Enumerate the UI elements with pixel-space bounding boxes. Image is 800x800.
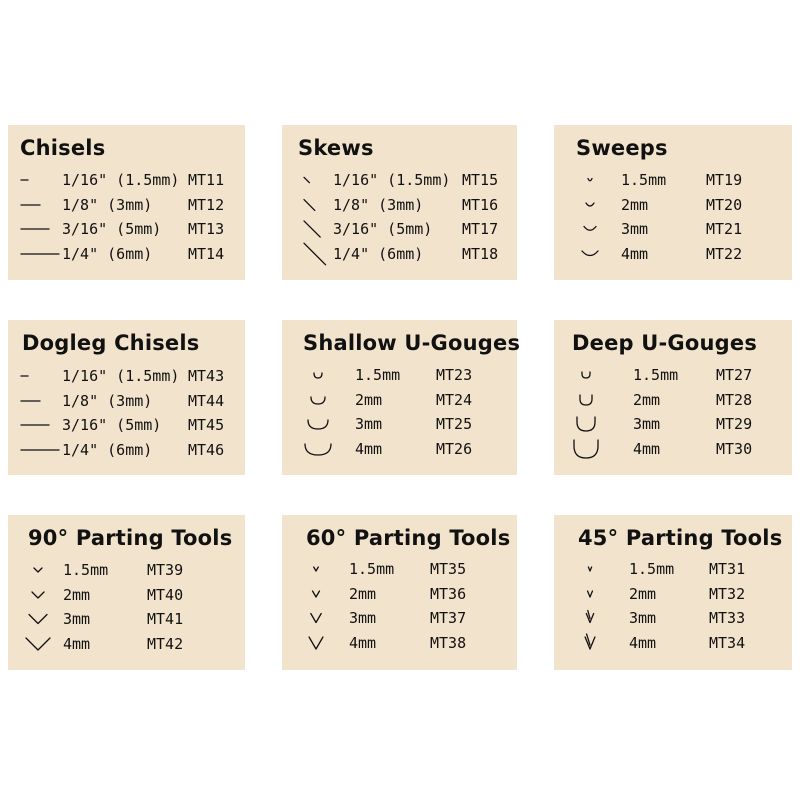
tool-code: MT34 <box>709 633 746 652</box>
tool-code: MT11 <box>188 171 225 189</box>
flat-chisel-icon <box>20 438 60 462</box>
tool-row <box>554 242 792 266</box>
v-60-profile-stroke <box>309 637 323 649</box>
tool-code: MT25 <box>436 415 473 433</box>
tool-code: MT30 <box>716 439 753 458</box>
tool-size: 3/16" (5mm) <box>333 220 433 238</box>
v-45-profile-stroke <box>588 591 593 597</box>
shallow-u-icon <box>304 388 344 412</box>
tool-code: MT40 <box>147 585 184 604</box>
flat-chisel-icon <box>20 389 60 413</box>
tool-row <box>8 632 245 656</box>
tool-size: 2mm <box>63 585 91 604</box>
tool-size: 3mm <box>633 415 661 433</box>
tool-size: 4mm <box>355 439 383 458</box>
shallow-u-profile-stroke <box>308 420 328 429</box>
shallow-u-icon <box>304 412 344 436</box>
tool-row <box>554 388 792 412</box>
deep-u-profile-stroke <box>577 417 595 431</box>
sweep-profile-stroke <box>588 179 592 181</box>
tool-row <box>8 607 245 631</box>
tool-row <box>8 364 245 388</box>
tool-row <box>8 168 245 192</box>
skew-profile-stroke <box>304 243 326 265</box>
tool-size: 1/16" (1.5mm) <box>62 367 180 385</box>
tool-size: 2mm <box>633 390 661 409</box>
tool-row <box>8 583 245 607</box>
deep-u-profile-stroke <box>582 372 590 378</box>
tool-row <box>554 168 792 192</box>
tool-row <box>282 193 517 217</box>
flat-chisel-icon <box>20 413 60 437</box>
flat-chisel-icon <box>20 364 60 388</box>
tool-row <box>8 242 245 266</box>
tool-size: 1.5mm <box>633 366 679 384</box>
tool-row <box>282 437 517 461</box>
tool-code: MT18 <box>462 244 499 263</box>
v-90-icon <box>26 583 66 607</box>
tool-size: 1.5mm <box>629 560 675 578</box>
tool-code: MT17 <box>462 220 499 238</box>
tool-row <box>554 582 792 606</box>
shallow-u-profile-stroke <box>314 373 322 378</box>
tool-code: MT33 <box>709 609 746 627</box>
tool-row <box>282 557 517 581</box>
sweep-icon <box>578 168 618 192</box>
tool-code: MT39 <box>147 561 184 579</box>
card-chisels <box>8 125 245 280</box>
v-90-profile-stroke <box>29 615 47 624</box>
tool-row <box>554 631 792 655</box>
tool-code: MT28 <box>716 390 753 409</box>
card-45-degree-parting-tools <box>554 515 792 670</box>
card-title: Chisels <box>20 136 106 160</box>
skew-profile-stroke <box>304 177 309 182</box>
skew-profile-stroke <box>304 221 320 237</box>
card-title: Deep U-Gouges <box>572 331 758 355</box>
tool-size: 4mm <box>633 439 661 458</box>
tool-code: MT23 <box>436 366 473 384</box>
tool-row <box>282 631 517 655</box>
sweep-icon <box>578 242 618 266</box>
tool-code: MT46 <box>188 440 225 459</box>
tool-code: MT38 <box>430 633 467 652</box>
tool-code: MT20 <box>706 195 743 214</box>
v-45-profile-stroke <box>586 611 593 623</box>
tool-row <box>554 557 792 581</box>
tool-row <box>282 168 517 192</box>
tool-row <box>554 363 792 387</box>
v-90-icon <box>26 632 66 656</box>
tool-code: MT42 <box>147 634 184 653</box>
tool-code: MT16 <box>462 195 499 214</box>
tool-code: MT36 <box>430 584 467 603</box>
tool-row <box>554 217 792 241</box>
v-90-profile-stroke <box>34 568 42 572</box>
card-title: Skews <box>298 136 374 160</box>
tool-row <box>282 582 517 606</box>
tool-size: 3/16" (5mm) <box>62 416 162 434</box>
sweep-profile-stroke <box>586 203 594 206</box>
tool-code: MT35 <box>430 560 467 578</box>
tool-row <box>8 438 245 462</box>
tool-row <box>282 412 517 436</box>
tool-size: 1/8" (3mm) <box>62 391 153 410</box>
tool-row <box>282 388 517 412</box>
shallow-u-icon <box>304 363 344 387</box>
tool-row <box>8 558 245 582</box>
tool-row <box>282 242 517 266</box>
v-45-profile-stroke <box>588 567 591 571</box>
v-60-icon <box>304 631 344 655</box>
tool-size: 4mm <box>63 634 91 653</box>
tool-code: MT32 <box>709 584 746 603</box>
tool-size: 1/4" (6mm) <box>62 440 153 459</box>
flat-chisel-icon <box>20 193 60 217</box>
tool-size: 3mm <box>621 220 649 238</box>
deep-u-icon <box>572 388 612 412</box>
tool-code: MT37 <box>430 609 467 627</box>
tool-size: 2mm <box>349 584 377 603</box>
skew-profile-stroke <box>304 199 315 210</box>
deep-u-profile-stroke <box>580 395 592 405</box>
v-60-icon <box>304 606 344 630</box>
tool-row <box>8 389 245 413</box>
card-title: Dogleg Chisels <box>22 331 200 355</box>
card-deep-u-gouges <box>554 320 792 475</box>
tool-size: 1.5mm <box>349 560 395 578</box>
v-90-profile-stroke <box>26 638 50 650</box>
tool-row <box>8 217 245 241</box>
tool-size: 4mm <box>629 633 657 652</box>
tool-size: 1/4" (6mm) <box>333 244 424 263</box>
tool-size: 2mm <box>629 584 657 603</box>
tool-size: 1/16" (1.5mm) <box>62 171 180 189</box>
card-sweeps <box>554 125 792 280</box>
sweep-icon <box>578 217 618 241</box>
tool-size: 2mm <box>621 195 649 214</box>
card-60-degree-parting-tools <box>282 515 517 670</box>
tool-code: MT27 <box>716 366 753 384</box>
shallow-u-profile-stroke <box>305 444 331 455</box>
tool-size: 1.5mm <box>621 171 667 189</box>
tool-code: MT44 <box>188 391 225 410</box>
tool-code: MT15 <box>462 171 499 189</box>
tool-row <box>554 412 792 436</box>
flat-chisel-icon <box>20 242 60 266</box>
card-90-degree-parting-tools <box>8 515 245 670</box>
card-dogleg-chisels <box>8 320 245 475</box>
v-90-icon <box>26 607 66 631</box>
tool-code: MT45 <box>188 416 225 434</box>
v-45-icon <box>578 631 618 655</box>
sweep-profile-stroke <box>582 251 598 256</box>
deep-u-icon <box>572 437 612 461</box>
v-60-profile-stroke <box>311 614 321 623</box>
tool-row <box>554 193 792 217</box>
tool-code: MT14 <box>188 244 225 263</box>
flat-chisel-icon <box>20 168 60 192</box>
v-60-profile-stroke <box>314 567 319 571</box>
tool-row <box>8 413 245 437</box>
tool-size: 3mm <box>63 610 91 628</box>
card-skews <box>282 125 517 280</box>
tool-size: 4mm <box>349 633 377 652</box>
tool-size: 1.5mm <box>63 561 109 579</box>
tool-size: 3mm <box>629 609 657 627</box>
tool-size: 1/8" (3mm) <box>62 195 153 214</box>
tool-code: MT19 <box>706 171 743 189</box>
v-90-profile-stroke <box>32 592 44 598</box>
tool-code: MT22 <box>706 244 743 263</box>
card-title: 90° Parting Tools <box>28 526 233 550</box>
shallow-u-icon <box>304 437 344 461</box>
tool-code: MT21 <box>706 220 743 238</box>
v-60-profile-stroke <box>313 591 320 597</box>
tool-row <box>282 363 517 387</box>
tool-code: MT13 <box>188 220 225 238</box>
tool-size: 3mm <box>355 415 383 433</box>
tool-row <box>8 193 245 217</box>
tool-size: 1/4" (6mm) <box>62 244 153 263</box>
card-title: Sweeps <box>576 136 668 160</box>
flat-chisel-icon <box>20 217 60 241</box>
v-45-profile-stroke <box>585 634 595 649</box>
shallow-u-profile-stroke <box>311 397 325 404</box>
deep-u-icon <box>572 363 612 387</box>
tool-code: MT31 <box>709 560 746 578</box>
tool-code: MT29 <box>716 415 753 433</box>
card-title: 45° Parting Tools <box>578 526 783 550</box>
card-shallow-u-gouges <box>282 320 521 475</box>
tool-row <box>554 437 792 461</box>
deep-u-icon <box>572 412 612 436</box>
tool-size: 3/16" (5mm) <box>62 220 162 238</box>
tool-size: 1/8" (3mm) <box>333 195 424 214</box>
sweep-icon <box>578 193 618 217</box>
v-45-icon <box>578 557 618 581</box>
tool-code: MT12 <box>188 195 225 214</box>
tool-row <box>554 606 792 630</box>
card-title: 60° Parting Tools <box>306 526 511 550</box>
deep-u-profile-stroke <box>574 440 598 458</box>
tool-row <box>282 217 517 241</box>
v-60-icon <box>304 582 344 606</box>
tool-row <box>282 606 517 630</box>
tool-size: 1/16" (1.5mm) <box>333 171 451 189</box>
v-60-icon <box>304 557 344 581</box>
tool-code: MT26 <box>436 439 473 458</box>
tool-size: 4mm <box>621 244 649 263</box>
tool-size: 2mm <box>355 390 383 409</box>
tool-code: MT41 <box>147 610 184 628</box>
v-90-icon <box>26 558 66 582</box>
tool-code: MT43 <box>188 367 225 385</box>
tool-code: MT24 <box>436 390 473 409</box>
tool-size: 3mm <box>349 609 377 627</box>
sweep-profile-stroke <box>584 227 596 231</box>
card-title: Shallow U-Gouges <box>303 331 521 355</box>
v-45-icon <box>578 582 618 606</box>
tool-size: 1.5mm <box>355 366 401 384</box>
v-45-icon <box>578 606 618 630</box>
